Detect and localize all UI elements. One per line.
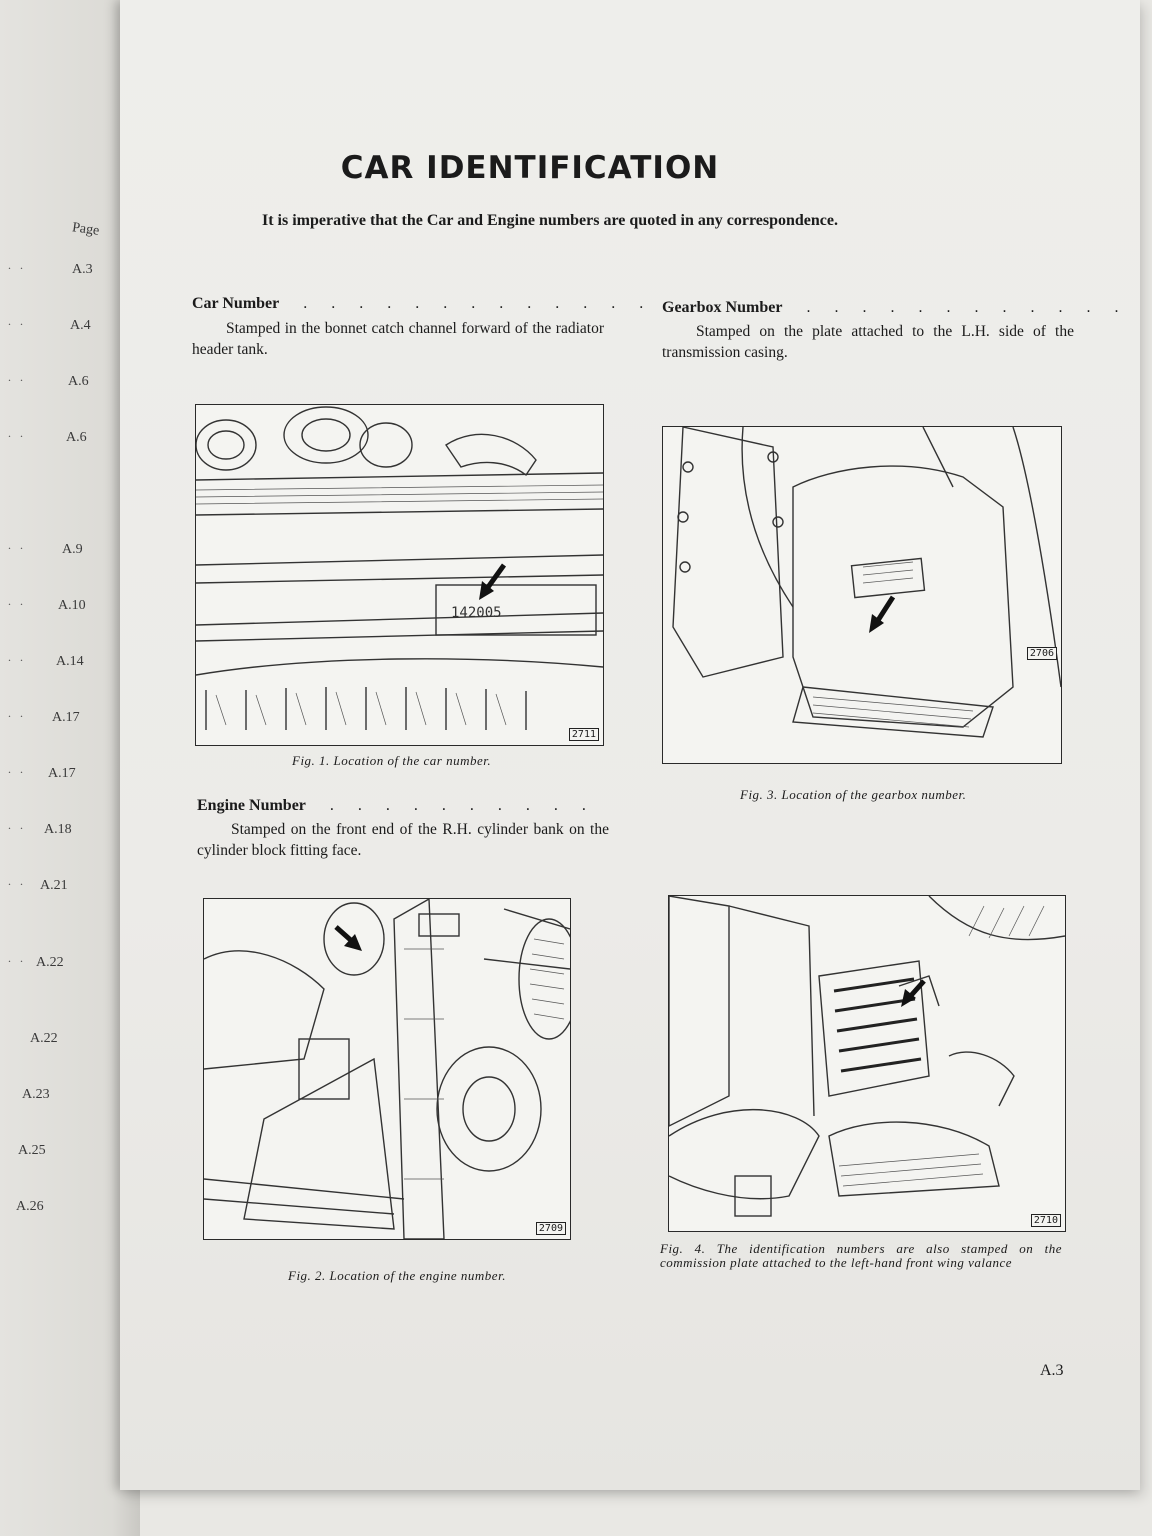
figure-3-caption: Fig. 3. Location of the gearbox number. — [740, 787, 967, 802]
car-number-heading-text: Car Number — [192, 295, 280, 312]
figure-1-number: 2711 — [569, 728, 599, 741]
gearbox-number-heading-text: Gearbox Number — [662, 299, 783, 316]
gearbox-number-heading — [662, 299, 1128, 317]
page-title: CAR IDENTIFICATION — [340, 150, 720, 186]
car-number-body: Stamped in the bonnet catch channel forward of the radiator header tank. — [192, 320, 604, 358]
engine-number-leader: . . . . . . . . . . — [329, 797, 596, 814]
wing-valance-drawing — [669, 896, 1065, 1231]
toc-leader-dots: . . — [8, 426, 26, 440]
engine-number-description — [197, 819, 609, 861]
intro-notice: It is imperative that the Car and Engine numbers are quoted in any correspondence. — [261, 212, 838, 229]
car-number-heading — [192, 295, 681, 313]
toc-leader-dots: . . — [8, 650, 26, 664]
toc-leader-dots: . . — [8, 258, 26, 272]
previous-page-edge — [0, 0, 140, 1536]
figure-4-commission-plate-illustration — [668, 895, 1066, 1232]
gearbox-number-body: Stamped on the plate attached to the L.H. side of the transmission casing. — [662, 323, 1074, 361]
toc-entry: A.22 — [30, 1031, 58, 1046]
toc-leader-dots: . . — [8, 370, 26, 384]
cylinder-block-drawing — [204, 899, 570, 1239]
figure-2-engine-number-illustration — [203, 898, 571, 1240]
toc-leader-dots: . . — [8, 762, 26, 776]
toc-entry: A.26 — [16, 1199, 44, 1214]
gearbox-number-description — [662, 321, 1074, 363]
toc-entry: A.6 — [68, 374, 89, 389]
car-number-leader: . . . . . . . . . . . . . . — [303, 295, 682, 312]
engine-bay-drawing — [196, 405, 603, 745]
engine-number-heading — [197, 797, 596, 815]
page-number: A.3 — [1040, 1362, 1064, 1379]
car-number-description — [192, 318, 604, 360]
toc-leader-dots: . . — [8, 874, 26, 888]
toc-entry: A.21 — [40, 878, 68, 893]
engine-number-body: Stamped on the front end of the R.H. cylinder bank on the cylinder block fitting face. — [197, 821, 609, 859]
toc-entry: A.23 — [22, 1087, 50, 1102]
figure-1-car-number-illustration — [195, 404, 604, 746]
toc-entry: A.17 — [48, 766, 76, 781]
figure-3-gearbox-number-illustration — [662, 426, 1062, 764]
toc-leader-dots: . . — [8, 818, 26, 832]
figure-4-caption: Fig. 4. The identification numbers are also stamped on the commission plate attached to the left-hand front wing valance — [660, 1241, 1062, 1270]
engine-number-heading-text: Engine Number — [197, 797, 306, 814]
toc-entry: A.22 — [36, 955, 64, 970]
toc-entry: A.4 — [70, 318, 91, 333]
toc-entry: A.3 — [72, 262, 93, 277]
toc-entry: A.25 — [18, 1143, 46, 1158]
toc-entry: A.9 — [62, 542, 83, 557]
toc-leader-dots: . . — [8, 706, 26, 720]
toc-leader-dots: . . — [8, 538, 26, 552]
toc-entry: A.18 — [44, 822, 72, 837]
toc-entry: A.17 — [52, 710, 80, 725]
toc-leader-dots: . . — [8, 314, 26, 328]
figure-4-number: 2710 — [1031, 1214, 1061, 1227]
page-column-label: Page — [71, 220, 101, 239]
toc-leader-dots: . . — [8, 594, 26, 608]
car-number-stamp: 142005 — [451, 605, 502, 621]
toc-entry: A.10 — [58, 598, 86, 613]
toc-entry: A.6 — [66, 430, 87, 445]
toc-entry: A.14 — [56, 654, 84, 669]
figure-2-number: 2709 — [536, 1222, 566, 1235]
figure-2-caption: Fig. 2. Location of the engine number. — [288, 1268, 506, 1283]
figure-3-number: 2706 — [1027, 647, 1057, 660]
gearbox-number-leader: . . . . . . . . . . . . — [806, 299, 1129, 316]
figure-1-caption: Fig. 1. Location of the car number. — [292, 753, 492, 768]
toc-leader-dots: . . — [8, 951, 26, 965]
transmission-drawing — [663, 427, 1061, 763]
